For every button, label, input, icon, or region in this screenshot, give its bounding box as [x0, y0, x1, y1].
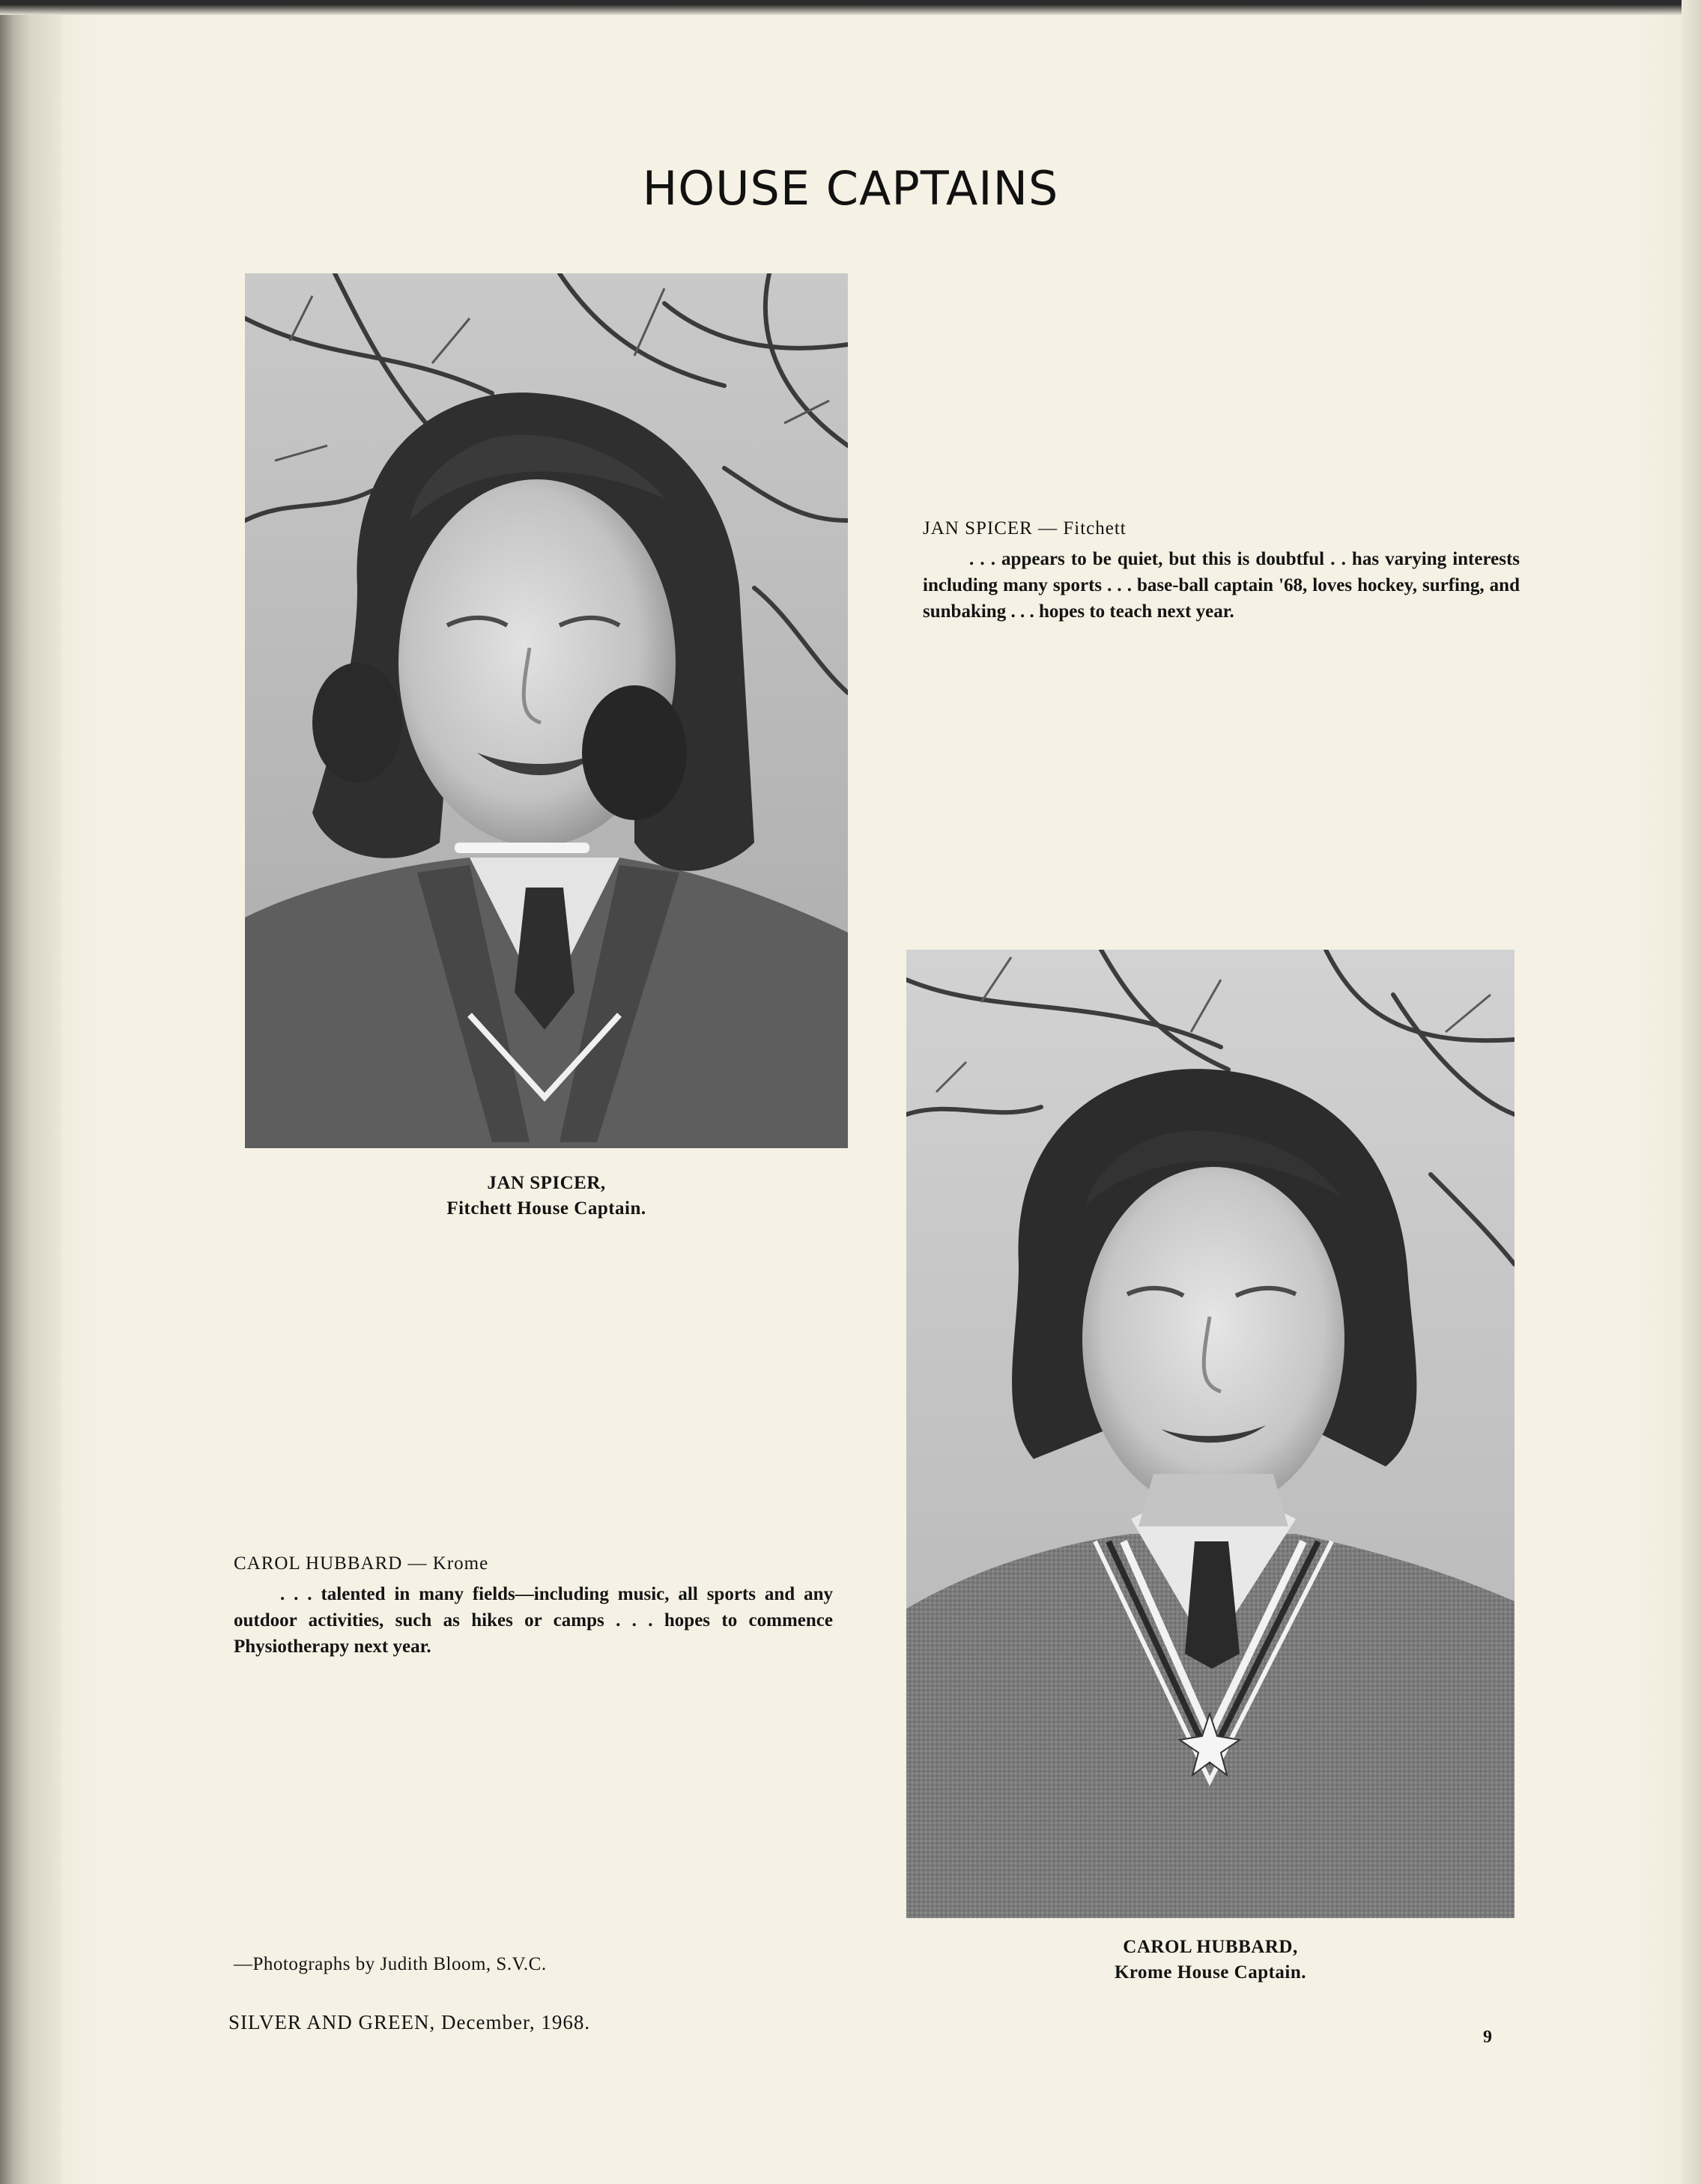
caption-jan-name: JAN SPICER,: [487, 1173, 606, 1193]
entry-carol-hubbard: [234, 1550, 833, 1660]
entry-jan-heading: JAN SPICER — Fitchett: [923, 518, 1127, 539]
photo-jan-spicer: [245, 273, 848, 1148]
right-edge: [1682, 0, 1701, 2184]
entry-carol-description: . . . talented in many fields—including music, all sports and any outdoor activities, such as hikes or camps . . . hopes to commence Physiotherapy next year.: [234, 1584, 833, 1657]
entry-carol-heading: CAROL HUBBARD — Krome: [234, 1553, 489, 1574]
binding-shadow: [0, 0, 61, 2184]
caption-jan-spicer: [245, 1171, 848, 1222]
page-title: HOUSE CAPTAINS: [642, 161, 1059, 216]
entry-jan-description: . . . appears to be quiet, but this is doubtful . . has varying interests including many sports . . . base-ball captain '68, loves hockey, surfing, and sunbaking . . . hopes to teach next year.: [923, 549, 1520, 622]
page-number: 9: [1483, 2027, 1492, 2047]
caption-jan-role: Fitchett House Captain.: [446, 1198, 646, 1219]
caption-carol-name: CAROL HUBBARD,: [1123, 1937, 1298, 1957]
entry-jan-spicer: [923, 515, 1520, 625]
caption-carol-role: Krome House Captain.: [1114, 1962, 1307, 1983]
photo-credit: —Photographs by Judith Bloom, S.V.C.: [234, 1954, 547, 1974]
top-edge: [0, 0, 1701, 15]
publication-footer: SILVER AND GREEN, December, 1968.: [228, 2011, 591, 2033]
caption-carol-hubbard: [906, 1935, 1514, 1986]
photo-carol-hubbard: [906, 950, 1514, 1918]
